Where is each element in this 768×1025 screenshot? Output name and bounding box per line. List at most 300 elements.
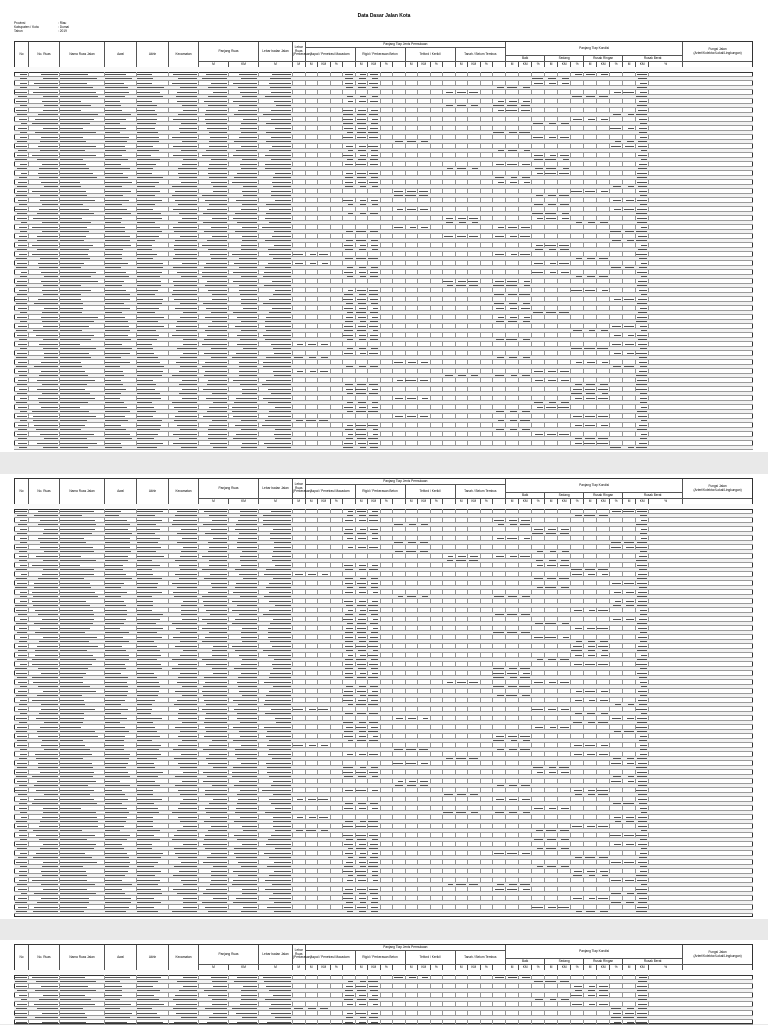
illegible-cell-text	[623, 803, 634, 804]
illegible-cell-text	[105, 290, 126, 291]
illegible-cell-text	[357, 605, 366, 606]
illegible-cell-text	[318, 799, 328, 800]
illegible-cell-text	[348, 704, 354, 705]
illegible-cell-text	[39, 999, 58, 1000]
header-sub: %	[330, 499, 343, 505]
illegible-cell-text	[348, 150, 354, 151]
header-sub: %	[571, 965, 584, 971]
illegible-cell-text	[209, 164, 227, 165]
illegible-cell-text	[545, 637, 556, 638]
illegible-cell-text	[60, 893, 96, 894]
illegible-cell-text	[18, 709, 27, 710]
illegible-cell-text	[370, 857, 378, 858]
header-lebar-ruas: Lebar Ruas (Perkerasan)	[293, 945, 306, 965]
illegible-cell-text	[33, 416, 58, 417]
header-no: No	[15, 42, 29, 68]
illegible-cell-text	[137, 416, 153, 417]
illegible-cell-text	[343, 110, 353, 111]
illegible-cell-text	[346, 240, 354, 241]
illegible-cell-text	[137, 186, 155, 187]
illegible-cell-text	[588, 222, 595, 223]
illegible-cell-text	[208, 168, 227, 169]
illegible-cell-text	[105, 830, 120, 831]
illegible-cell-text	[343, 200, 354, 201]
illegible-cell-text	[360, 155, 366, 156]
illegible-cell-text	[15, 511, 27, 512]
illegible-cell-text	[137, 889, 161, 890]
illegible-cell-text	[345, 384, 353, 385]
illegible-cell-text	[211, 875, 227, 876]
illegible-cell-text	[628, 186, 634, 187]
illegible-cell-text	[172, 623, 197, 624]
illegible-cell-text	[20, 78, 27, 79]
illegible-cell-text	[347, 159, 354, 160]
illegible-cell-text	[359, 857, 366, 858]
illegible-cell-text	[60, 294, 81, 295]
illegible-cell-text	[38, 524, 58, 525]
illegible-cell-text	[614, 335, 621, 336]
illegible-cell-text	[209, 141, 227, 142]
illegible-cell-text	[457, 794, 466, 795]
illegible-cell-text	[174, 704, 197, 705]
illegible-cell-text	[273, 821, 291, 822]
illegible-cell-text	[105, 569, 123, 570]
header-sub: M	[405, 965, 418, 971]
illegible-cell-text	[344, 128, 353, 129]
illegible-cell-text	[613, 366, 621, 367]
illegible-cell-text	[273, 686, 291, 687]
illegible-cell-text	[470, 556, 478, 557]
illegible-cell-text	[318, 709, 328, 710]
illegible-cell-text	[43, 844, 58, 845]
illegible-cell-text	[240, 128, 257, 129]
illegible-cell-text	[612, 583, 621, 584]
illegible-cell-text	[347, 96, 354, 97]
illegible-cell-text	[41, 74, 58, 75]
illegible-cell-text	[137, 722, 153, 723]
illegible-cell-text	[360, 655, 366, 656]
illegible-cell-text	[137, 146, 153, 147]
illegible-cell-text	[493, 686, 504, 687]
illegible-cell-text	[585, 438, 595, 439]
illegible-cell-text	[507, 632, 517, 633]
illegible-cell-text	[237, 335, 257, 336]
illegible-cell-text	[358, 538, 366, 539]
illegible-cell-text	[585, 290, 595, 291]
illegible-cell-text	[641, 713, 647, 714]
illegible-cell-text	[624, 731, 634, 732]
illegible-cell-text	[550, 727, 556, 728]
illegible-cell-text	[509, 884, 517, 885]
illegible-cell-text	[211, 258, 227, 259]
illegible-cell-text	[18, 682, 27, 683]
illegible-cell-text	[641, 529, 647, 530]
illegible-cell-text	[35, 754, 58, 755]
illegible-cell-text	[611, 267, 621, 268]
illegible-cell-text	[636, 524, 647, 525]
header-fungsi-sub: (Arteri/Kolektor/Lokal/Lingkungan)	[693, 487, 742, 492]
illegible-cell-text	[36, 790, 58, 791]
illegible-cell-text	[105, 794, 125, 795]
illegible-cell-text	[347, 348, 354, 349]
illegible-cell-text	[60, 844, 96, 845]
illegible-cell-text	[60, 682, 83, 683]
illegible-cell-text	[137, 821, 153, 822]
illegible-cell-text	[343, 619, 353, 620]
illegible-cell-text	[234, 785, 257, 786]
illegible-cell-text	[562, 218, 569, 219]
illegible-cell-text	[345, 995, 354, 996]
illegible-cell-text	[233, 767, 257, 768]
illegible-cell-text	[105, 763, 128, 764]
illegible-cell-text	[105, 533, 132, 534]
illegible-cell-text	[358, 402, 366, 403]
illegible-cell-text	[239, 375, 257, 376]
illegible-cell-text	[39, 713, 58, 714]
illegible-cell-text	[179, 709, 197, 710]
illegible-cell-text	[356, 826, 366, 827]
illegible-cell-text	[273, 619, 291, 620]
illegible-cell-text	[208, 326, 227, 327]
illegible-cell-text	[42, 312, 58, 313]
illegible-cell-text	[269, 898, 291, 899]
illegible-cell-text	[137, 700, 155, 701]
meta-value: : Riau	[58, 21, 67, 25]
illegible-cell-text	[19, 808, 27, 809]
illegible-cell-text	[263, 650, 291, 651]
illegible-cell-text	[637, 411, 647, 412]
illegible-cell-text	[275, 200, 291, 201]
illegible-cell-text	[373, 1004, 379, 1005]
illegible-cell-text	[571, 191, 582, 192]
illegible-cell-text	[347, 411, 353, 412]
illegible-cell-text	[20, 866, 27, 867]
illegible-cell-text	[636, 835, 647, 836]
illegible-cell-text	[137, 429, 160, 430]
illegible-cell-text	[447, 560, 453, 561]
illegible-cell-text	[105, 986, 122, 987]
header-panjang-ruas: Panjang Ruas	[199, 42, 259, 62]
illegible-cell-text	[60, 776, 93, 777]
illegible-cell-text	[395, 416, 403, 417]
illegible-cell-text	[274, 375, 291, 376]
illegible-cell-text	[264, 853, 291, 854]
illegible-cell-text	[372, 776, 378, 777]
illegible-cell-text	[588, 995, 595, 996]
illegible-cell-text	[137, 893, 162, 894]
illegible-cell-text	[60, 231, 89, 232]
illegible-cell-text	[105, 330, 130, 331]
illegible-cell-text	[137, 92, 160, 93]
illegible-cell-text	[105, 664, 125, 665]
illegible-cell-text	[60, 110, 81, 111]
illegible-cell-text	[60, 551, 94, 552]
illegible-cell-text	[232, 776, 257, 777]
illegible-cell-text	[369, 353, 379, 354]
illegible-cell-text	[20, 799, 27, 800]
illegible-cell-text	[506, 695, 517, 696]
illegible-cell-text	[263, 114, 291, 115]
illegible-cell-text	[202, 569, 227, 570]
illegible-cell-text	[20, 700, 27, 701]
illegible-cell-text	[611, 880, 621, 881]
illegible-cell-text	[105, 781, 120, 782]
illegible-cell-text	[19, 556, 27, 557]
illegible-cell-text	[239, 533, 257, 534]
illegible-cell-text	[369, 443, 379, 444]
header-surface-telford: Telford / Kerikil	[405, 485, 455, 499]
illegible-cell-text	[172, 83, 197, 84]
illegible-cell-text	[105, 556, 128, 557]
illegible-cell-text	[641, 686, 647, 687]
illegible-cell-text	[602, 650, 608, 651]
illegible-cell-text	[343, 137, 353, 138]
illegible-cell-text	[60, 511, 94, 512]
illegible-cell-text	[601, 745, 608, 746]
illegible-cell-text	[180, 317, 197, 318]
illegible-cell-text	[636, 447, 647, 448]
illegible-cell-text	[575, 700, 582, 701]
illegible-cell-text	[137, 420, 162, 421]
illegible-cell-text	[233, 281, 257, 282]
illegible-cell-text	[42, 817, 58, 818]
illegible-cell-text	[637, 87, 647, 88]
illegible-cell-text	[359, 348, 366, 349]
illegible-cell-text	[137, 447, 157, 448]
illegible-cell-text	[640, 839, 647, 840]
illegible-cell-text	[496, 556, 504, 557]
illegible-cell-text	[273, 578, 291, 579]
illegible-cell-text	[178, 677, 197, 678]
illegible-cell-text	[240, 511, 257, 512]
illegible-cell-text	[105, 848, 124, 849]
illegible-cell-text	[600, 700, 608, 701]
illegible-cell-text	[345, 429, 354, 430]
illegible-cell-text	[105, 718, 127, 719]
illegible-cell-text	[345, 529, 353, 530]
illegible-cell-text	[548, 195, 556, 196]
illegible-cell-text	[232, 601, 257, 602]
illegible-cell-text	[471, 375, 478, 376]
illegible-cell-text	[638, 168, 647, 169]
illegible-cell-text	[358, 159, 366, 160]
illegible-cell-text	[359, 249, 366, 250]
illegible-cell-text	[548, 380, 556, 381]
illegible-cell-text	[105, 610, 127, 611]
illegible-cell-text	[39, 168, 58, 169]
illegible-cell-text	[206, 74, 227, 75]
illegible-cell-text	[175, 240, 197, 241]
illegible-cell-text	[356, 986, 366, 987]
illegible-cell-text	[600, 871, 608, 872]
illegible-cell-text	[202, 245, 227, 246]
illegible-cell-text	[268, 389, 291, 390]
illegible-cell-text	[369, 1017, 379, 1018]
illegible-cell-text	[275, 173, 291, 174]
illegible-cell-text	[637, 907, 647, 908]
illegible-cell-text	[17, 263, 27, 264]
illegible-cell-text	[16, 402, 27, 403]
illegible-cell-text	[599, 258, 608, 259]
illegible-cell-text	[137, 677, 157, 678]
illegible-cell-text	[394, 227, 404, 228]
illegible-cell-text	[174, 245, 197, 246]
illegible-cell-text	[20, 231, 27, 232]
illegible-cell-text	[520, 884, 530, 885]
illegible-cell-text	[137, 898, 154, 899]
illegible-cell-text	[177, 272, 197, 273]
illegible-cell-text	[636, 254, 647, 255]
illegible-cell-text	[534, 263, 543, 264]
illegible-cell-text	[206, 889, 227, 890]
illegible-cell-text	[35, 990, 58, 991]
illegible-cell-text	[137, 335, 159, 336]
illegible-cell-text	[576, 258, 582, 259]
illegible-cell-text	[172, 659, 197, 660]
illegible-cell-text	[137, 981, 158, 982]
illegible-cell-text	[39, 641, 58, 642]
illegible-cell-text	[137, 628, 163, 629]
header-sub: %	[649, 499, 683, 505]
illegible-cell-text	[204, 267, 227, 268]
illegible-cell-text	[359, 754, 366, 755]
illegible-cell-text	[20, 105, 27, 106]
illegible-cell-text	[356, 727, 366, 728]
illegible-cell-text	[202, 272, 227, 273]
illegible-cell-text	[272, 74, 291, 75]
illegible-cell-text	[523, 321, 530, 322]
illegible-cell-text	[60, 785, 88, 786]
illegible-cell-text	[105, 204, 122, 205]
illegible-cell-text	[105, 637, 123, 638]
illegible-cell-text	[357, 628, 366, 629]
illegible-cell-text	[212, 218, 227, 219]
illegible-cell-text	[369, 999, 379, 1000]
illegible-cell-text	[264, 574, 291, 575]
illegible-cell-text	[32, 411, 58, 412]
illegible-cell-text	[235, 213, 257, 214]
illegible-cell-text	[472, 222, 478, 223]
illegible-cell-text	[269, 254, 291, 255]
illegible-cell-text	[344, 601, 354, 602]
illegible-cell-text	[137, 1017, 160, 1018]
header-sub: M	[293, 499, 306, 505]
illegible-cell-text	[293, 709, 303, 710]
illegible-cell-text	[209, 146, 227, 147]
illegible-cell-text	[34, 1004, 58, 1005]
illegible-cell-text	[183, 907, 197, 908]
illegible-cell-text	[233, 871, 257, 872]
illegible-cell-text	[19, 236, 27, 237]
illegible-cell-text	[511, 177, 517, 178]
illegible-cell-text	[204, 231, 227, 232]
illegible-cell-text	[177, 101, 197, 102]
illegible-cell-text	[550, 272, 556, 273]
illegible-cell-text	[360, 245, 366, 246]
illegible-cell-text	[16, 776, 27, 777]
illegible-cell-text	[241, 637, 257, 638]
illegible-cell-text	[60, 727, 81, 728]
illegible-cell-text	[60, 709, 95, 710]
illegible-cell-text	[638, 344, 647, 345]
illegible-cell-text	[182, 722, 197, 723]
illegible-cell-text	[183, 826, 197, 827]
illegible-cell-text	[394, 191, 403, 192]
illegible-cell-text	[16, 195, 27, 196]
illegible-cell-text	[203, 862, 227, 863]
illegible-cell-text	[573, 875, 582, 876]
illegible-cell-text	[494, 294, 504, 295]
illegible-cell-text	[274, 231, 291, 232]
illegible-cell-text	[34, 583, 58, 584]
illegible-cell-text	[239, 655, 257, 656]
illegible-cell-text	[359, 995, 366, 996]
illegible-cell-text	[182, 141, 197, 142]
illegible-cell-text	[266, 587, 291, 588]
illegible-cell-text	[18, 96, 27, 97]
illegible-cell-text	[359, 515, 366, 516]
illegible-cell-text	[360, 186, 366, 187]
illegible-cell-text	[137, 794, 153, 795]
illegible-cell-text	[232, 254, 257, 255]
illegible-cell-text	[60, 875, 87, 876]
illegible-cell-text	[639, 704, 647, 705]
illegible-cell-text	[613, 803, 621, 804]
illegible-cell-text	[237, 1022, 257, 1023]
illegible-cell-text	[105, 803, 122, 804]
illegible-cell-text	[105, 1004, 131, 1005]
illegible-cell-text	[506, 339, 517, 340]
illegible-cell-text	[41, 898, 58, 899]
illegible-cell-text	[19, 560, 27, 561]
illegible-cell-text	[32, 155, 58, 156]
illegible-cell-text	[211, 357, 227, 358]
illegible-cell-text	[178, 78, 197, 79]
header-sub: M	[305, 499, 318, 505]
illegible-cell-text	[60, 222, 91, 223]
illegible-cell-text	[212, 236, 227, 237]
illegible-cell-text	[60, 407, 80, 408]
illegible-cell-text	[137, 866, 154, 867]
illegible-cell-text	[105, 646, 122, 647]
illegible-cell-text	[36, 853, 58, 854]
illegible-cell-text	[522, 695, 530, 696]
illegible-cell-text	[357, 438, 366, 439]
illegible-cell-text	[347, 880, 353, 881]
header-sub: %	[480, 499, 493, 505]
illegible-cell-text	[372, 78, 378, 79]
header-surface-telford: Telford / Kerikil	[405, 951, 455, 965]
illegible-cell-text	[44, 722, 58, 723]
illegible-cell-text	[204, 339, 227, 340]
illegible-cell-text	[213, 646, 227, 647]
illegible-cell-text	[205, 848, 227, 849]
illegible-cell-text	[410, 227, 416, 228]
illegible-cell-text	[18, 362, 27, 363]
illegible-cell-text	[105, 429, 126, 430]
illegible-cell-text	[262, 425, 291, 426]
illegible-cell-text	[639, 258, 647, 259]
illegible-cell-text	[60, 236, 86, 237]
illegible-cell-text	[60, 326, 89, 327]
illegible-cell-text	[271, 1013, 291, 1014]
illegible-cell-text	[346, 628, 354, 629]
illegible-cell-text	[507, 853, 517, 854]
illegible-cell-text	[369, 137, 379, 138]
illegible-cell-text	[178, 173, 197, 174]
illegible-cell-text	[371, 155, 378, 156]
illegible-cell-text	[237, 605, 257, 606]
